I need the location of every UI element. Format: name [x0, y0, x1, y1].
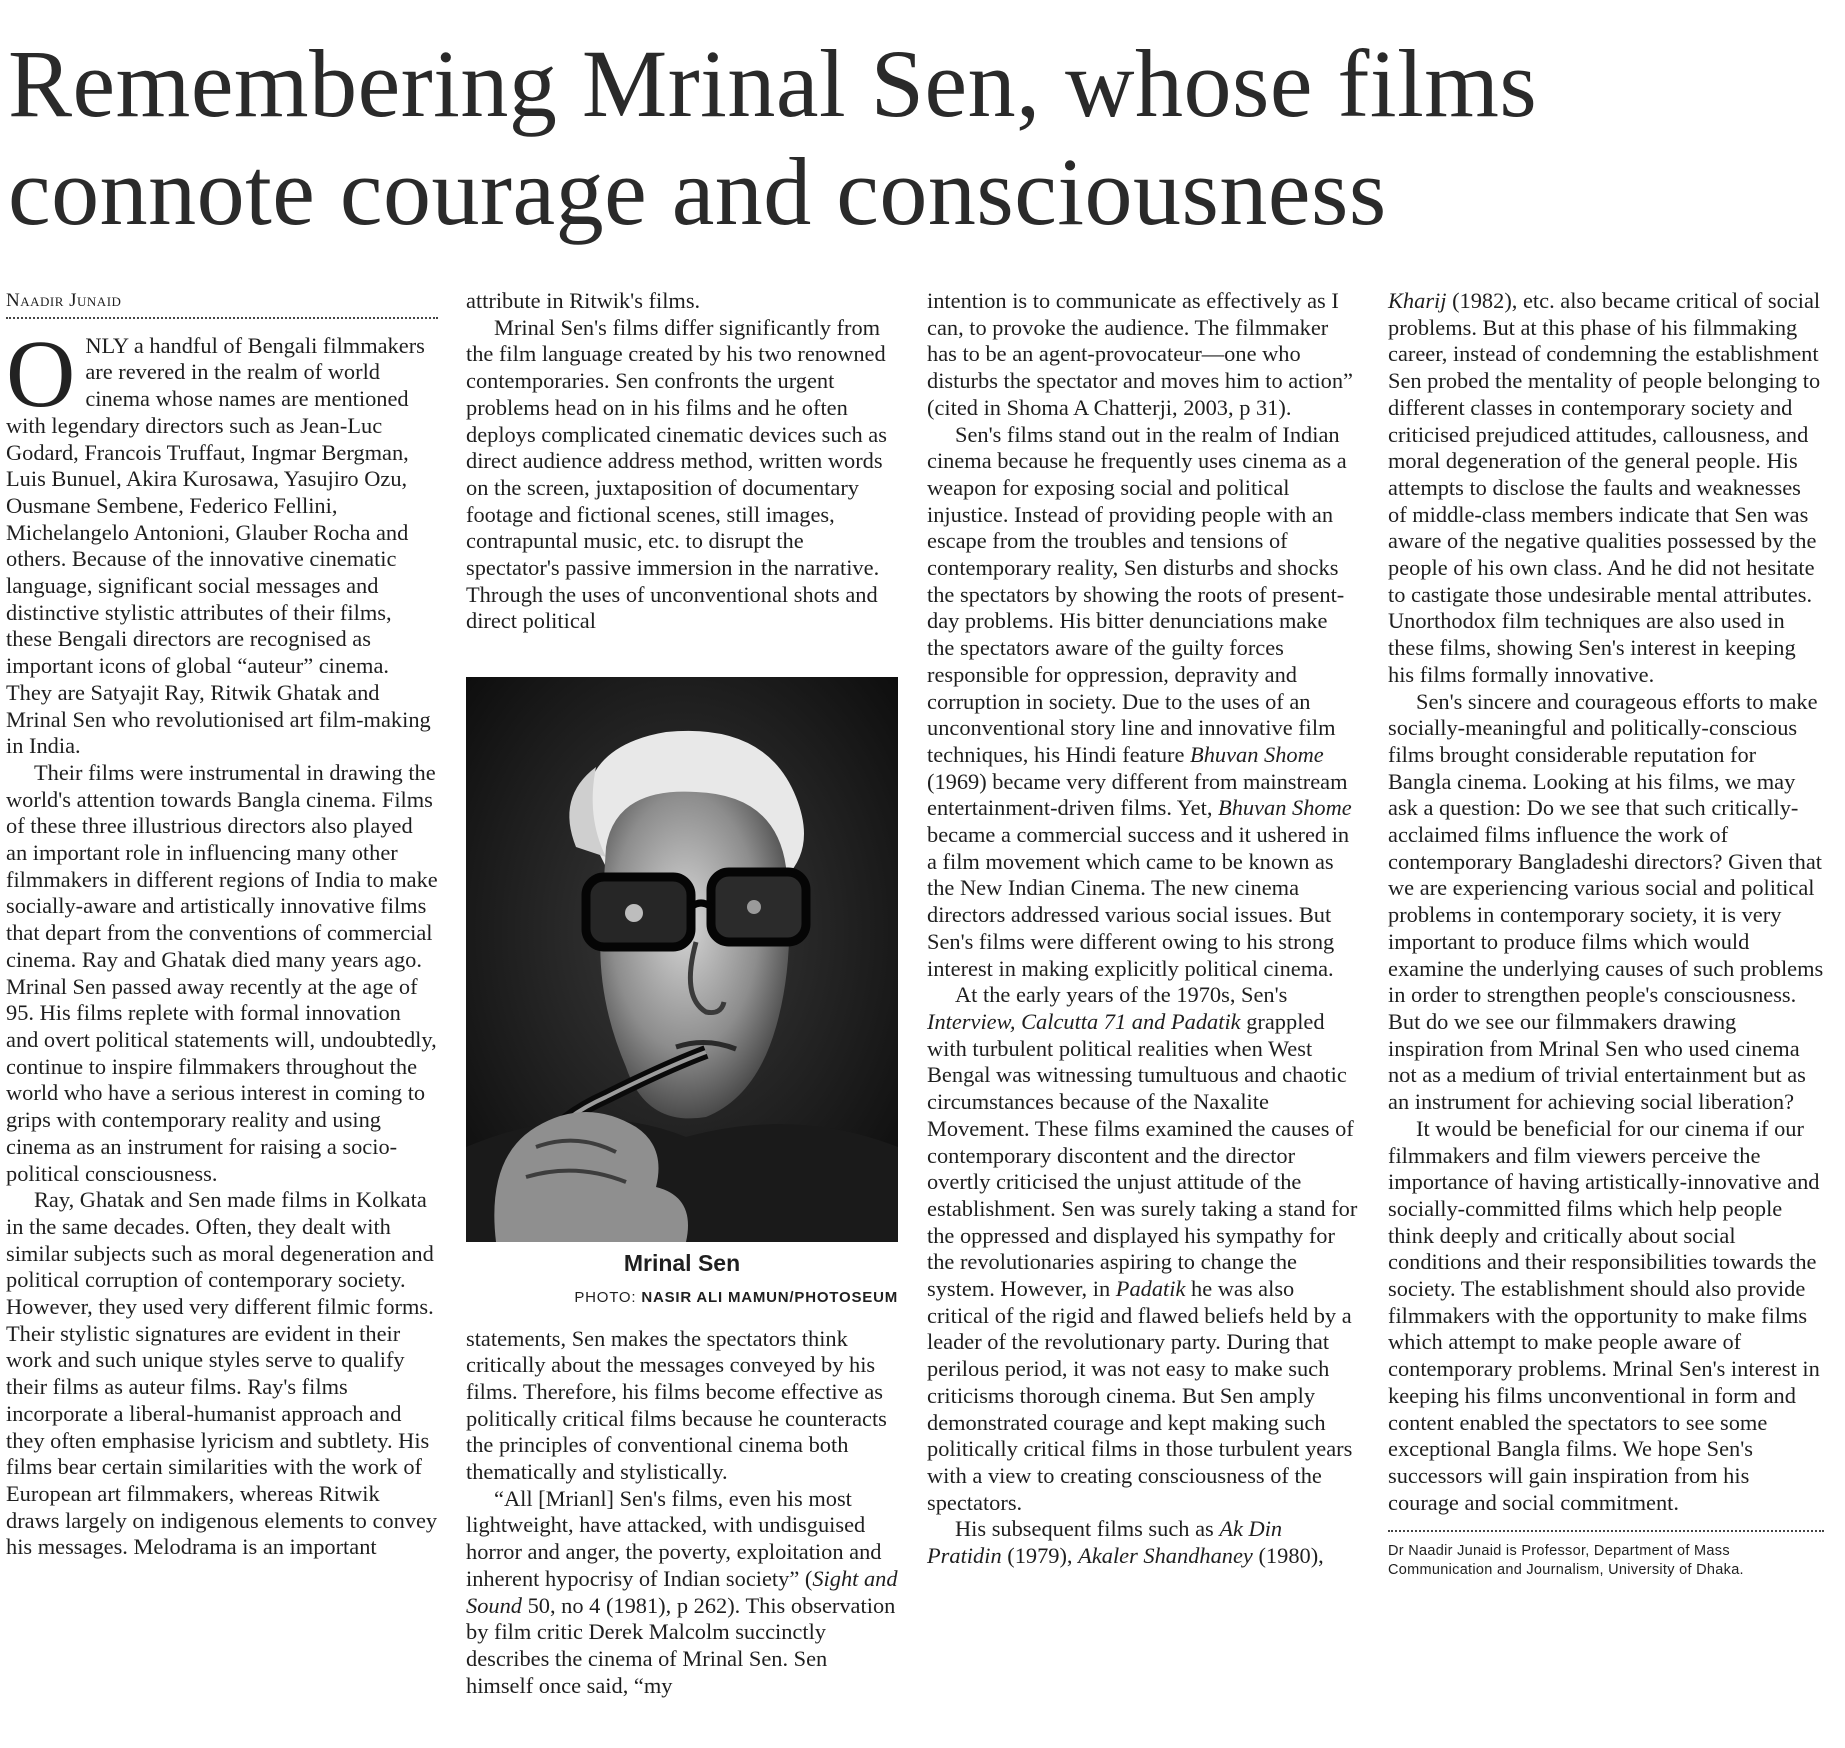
paragraph-text: 50, no 4 (1981), p 262). This observation by film critic Derek Malcolm succinctly describes the cinema of Mrinal Sen. Sen himself once said, “my [466, 1592, 896, 1698]
italic-title: Padatik [1115, 1276, 1186, 1302]
headline: Remembering Mrinal Sen, whose films connote courage and consciousness [8, 30, 1538, 245]
paragraph-text: Sen's films stand out in the realm of Indian cinema because he frequently uses cinema as a weapon for exposing social and political injustice. Instead of providing people with an escape from the troubles and tensions of contemporary reality, Sen disturbs and shocks the spectators by showing the roots of present-day problems. His bitter denunciations make the spectators aware of the guilty forces responsible for oppression, depravity and corruption in society. Due to the uses of an unconventional story line and innovative film techniques, his Hindi feature [927, 421, 1347, 767]
italic-title: Kharij [1388, 288, 1447, 313]
italic-title: Bhuvan Shome [1218, 795, 1352, 821]
dropcap: O [6, 319, 76, 427]
italic-title: Akaler Shandhaney [1078, 1543, 1253, 1569]
paragraph: Their films were instrumental in drawing the world's attention towards Bangla cinema. Films of these three illustrious directors also played an important role in influencing many other filmmakers in different regions of India to make socially-aware and artistically innovative films that depart from the conventions of commercial cinema. Ray and Ghatak died many years ago. Mrinal Sen passed away recently at the age of 95. His films replete with formal innovation and overt political statements will, undoubtedly, continue to inspire filmmakers throughout the world who have a serious interest in coming to grips with contemporary reality and using cinema as an instrument for raising a socio-political consciousness. [6, 759, 438, 1186]
paragraph-text: (1979), [1001, 1543, 1079, 1569]
byline: Naadir Junaid [6, 288, 438, 319]
paragraph-text: At the early years of the 1970s, Sen's [955, 982, 1288, 1008]
photo-credit-name: NASIR ALI MAMUN/PHOTOSEUM [641, 1288, 898, 1306]
paragraph-text: became a commercial success and it ushered in a film movement which came to be known as the New Indian Cinema. The new cinema directors addressed various social issues. But Sen's films were different owing to his strong interest in making explicitly political cinema. [927, 822, 1350, 981]
column-3 [927, 288, 1359, 1570]
paragraph-text: His subsequent films such as [955, 1516, 1220, 1542]
column-2 [466, 288, 898, 1699]
author-note: Dr Naadir Junaid is Professor, Department of Mass Communication and Journalism, University of Dhaka. [1388, 1530, 1824, 1580]
paragraph: It would be beneficial for our cinema if our filmmakers and film viewers perceive the importance of having artistically-innovative and socially-committed films which help people think deeply and critically about social conditions and their responsibilities towards the society. The establishment should also provide filmmakers with the opportunity to make films which attempt to make people aware of contemporary problems. Mrinal Sen's interest in keeping his films unconventional in form and content enabled the spectators to see some exceptional Bangla films. We hope Sen's successors will gain inspiration from his courage and social commitment. [1388, 1115, 1820, 1515]
paragraph: intention is to communicate as effectively as I can, to provoke the audience. The filmmaker has to be an agent-provocateur—one who disturbs the spectator and moves him to action” (cited in Shoma A Chatterji, 2003, p 31). [927, 288, 1353, 420]
photo-credit [466, 1285, 898, 1312]
paragraph: Sen's sincere and courageous efforts to make socially-meaningful and politically-conscious films brought considerable reputation for Bangla cinema. Looking at his films, we may ask a question: Do we see that such critically-acclaimed films influence the work of contemporary Bangladeshi directors? Given that we are experiencing various social and political problems in contemporary society, it is very important to produce films which would examine the underlying causes of such problems in order to strengthen people's consciousness. But do we see our filmmakers drawing inspiration from Mrinal Sen who used cinema not as a medium of trivial entertainment but as an instrument for achieving social liberation? [1388, 688, 1824, 1115]
paragraph [927, 1516, 1359, 1569]
photo-credit-prefix: PHOTO: [574, 1288, 642, 1306]
paragraph-text: (1980), [1252, 1543, 1324, 1569]
paragraph-text: grappled with turbulent political realities when West Bengal was witnessing tumultuous and chaotic circumstances because of the Naxalite Movement. These films examined the causes of contemporary discontent and the director overtly criticised the unjust attitude of the establishment. Sen was surely taking a stand for the oppressed and displayed his sympathy for the revolutionaries aspiring to change the system. However, in [927, 1008, 1358, 1302]
italic-title: Ak Din Pratidin [927, 1516, 1283, 1569]
paragraph [927, 982, 1359, 1516]
paragraph: Ray, Ghatak and Sen made films in Kolkata in the same decades. Often, they dealt with similar subjects such as moral degeneration and political corruption of contemporary society. However, they used very different filmic forms. Their stylistic signatures are evident in their work and such unique styles serve to qualify their films as auteur films. Ray's films incorporate a liberal-humanist approach and they often emphasise lyricism and subtlety. His films bear certain similarities with the work of European art filmmakers, whereas Ritwik draws largely on indigenous elements to convey his messages. Melodrama is an important [6, 1187, 438, 1560]
column-1 [6, 288, 438, 1561]
paragraph [927, 422, 1359, 983]
paragraph: statements, Sen makes the spectators think critically about the messages conveyed by his films. Therefore, his films become effective as politically critical films because he counteracts the principles of conventional cinema both thematically and stylistically. [466, 1325, 887, 1485]
lead-paragraph [6, 319, 438, 760]
photo-caption: Mrinal Sen [623, 1250, 741, 1277]
paragraph-text: (1969) became very different from mainstream entertainment-driven films. Yet, [927, 768, 1348, 821]
portrait-illustration [466, 677, 898, 1242]
paragraph-text: he was also critical of the rigid and flawed beliefs held by a leader of the revolutionary party. During that perilous period, it was not easy to make such criticisms thorough cinema. But Sen amply demonstrated courage and kept making such politically critical films in those turbulent years with a view to creating consciousness of the spectators. [927, 1276, 1353, 1515]
paragraph: attribute in Ritwik's films. [466, 288, 701, 313]
italic-title: Sight and Sound [466, 1565, 898, 1618]
column-4 [1388, 288, 1824, 1580]
italic-title: Interview, Calcutta 71 and Padatik [927, 1008, 1241, 1034]
paragraph: Mrinal Sen's films differ significantly from the film language created by his two renowned contemporaries. Sen confronts the urgent problems head on in his films and he often deploys complicated cinematic devices such as direct audience address method, written words on the screen, juxtaposition of documentary footage and fictional scenes, still images, contrapuntal music, etc. to disrupt the spectator's passive immersion in the narrative. Through the uses of unconventional shots and direct political [466, 314, 887, 634]
lead-paragraph-text: NLY a handful of Bengali filmmakers are revered in the realm of world cinema whose names are mentioned with legendary directors such as Jean-Luc Godard, Francois Truffaut, Ingmar Bergman, Luis Bunuel, Akira Kurosawa, Yasujiro Ozu, Ousmane Sembene, Federico Fellini, Michelangelo Antonioni, Glauber Rocha and others. Because of the innovative cinematic language, significant social messages and distinctive stylistic attributes of their films, these Bengali directors are recognised as important icons of global “auteur” cinema. They are Satyajit Ray, Ritwik Ghatak and Mrinal Sen who revolutionised art film-making in India. [6, 332, 431, 759]
paragraph-text: (1982), etc. also became critical of social problems. But at this phase of his filmmaking career, instead of condemning the establishment Sen probed the mentality of people belonging to different classes in contemporary society and criticised prejudiced attitudes, callousness, and moral degeneration of the general people. His attempts to disclose the faults and weaknesses of middle-class members indicate that Sen was aware of the negative qualities possessed by the people of his own class. And he did not hesitate to castigate those undesirable mental attributes. Unorthodox film techniques are also used in these films, showing Sen's interest in keeping his films formally innovative. [1388, 288, 1821, 687]
italic-title: Bhuvan Shome [1190, 741, 1324, 767]
portrait-photo [466, 677, 898, 1242]
paragraph [1388, 288, 1824, 689]
paragraph-text: “All [Mrianl] Sen's films, even his most lightweight, have attacked, with undisguised horror and anger, the poverty, exploitation and inherent hypocrisy of Indian society” ( [466, 1485, 882, 1591]
paragraph [466, 1486, 898, 1700]
